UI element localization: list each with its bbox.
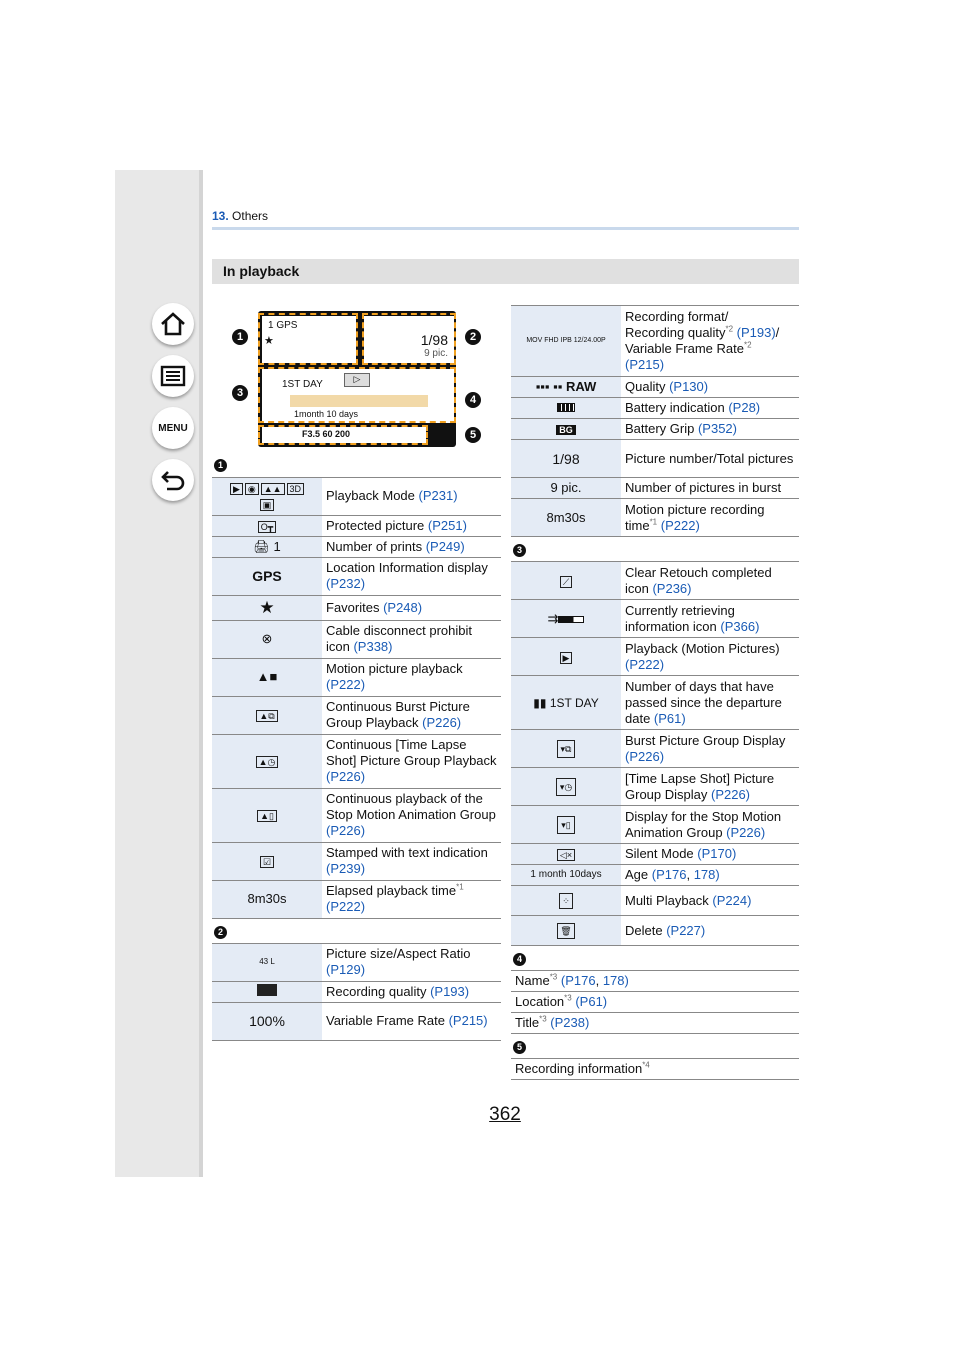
table-row: [511, 419, 799, 440]
stop-motion-group-icon: ▾▯: [511, 806, 621, 844]
burst-count-value: 9 pic.: [511, 478, 621, 499]
table-row: [212, 943, 501, 981]
row-label: Currently retrieving information icon: [625, 602, 735, 634]
list-icon: [159, 362, 187, 390]
table-row: [511, 992, 799, 1013]
battery-icon: [511, 398, 621, 419]
zone-5: [258, 425, 428, 445]
page-link[interactable]: (P176: [560, 973, 596, 988]
row-label: Recording information: [515, 1061, 643, 1076]
motion-picture-icon: ▲■: [212, 658, 322, 696]
row-label: Continuous Burst Picture Group Playback: [326, 699, 470, 730]
row-label: Title: [515, 1015, 540, 1030]
row-label: Elapsed playback time: [326, 883, 457, 898]
page-link[interactable]: 178): [693, 867, 720, 882]
page-link[interactable]: (P231): [418, 488, 458, 503]
lcd-day: 1ST DAY: [282, 379, 323, 390]
burst-group-icon: ▾⧉: [511, 730, 621, 768]
travel-icon: ▮▮: [533, 695, 550, 710]
table-row: [511, 638, 799, 676]
page-link[interactable]: (P226): [726, 824, 766, 840]
table-row: [511, 806, 799, 844]
row-label: Picture size/Aspect Ratio: [326, 946, 471, 961]
table-row: [212, 981, 501, 1002]
callout-2: 2: [465, 329, 481, 345]
lcd-gps-row: 1 GPS: [268, 320, 298, 331]
raw-label: RAW: [565, 379, 597, 394]
rec-quality-icon: [212, 981, 322, 1002]
table-row: [212, 658, 501, 696]
chapter-number[interactable]: 13.: [212, 209, 229, 223]
chapter-title: Others: [232, 209, 269, 223]
row-label: Playback Mode: [326, 488, 419, 503]
retrieving-icon: ⇉: [511, 600, 621, 638]
table-row: [511, 676, 799, 730]
play-icon: ▶: [511, 638, 621, 676]
text-stamp-icon: ☑: [212, 842, 322, 880]
print-icon: 🖨: [253, 538, 270, 554]
table-row: [212, 880, 501, 918]
page-link[interactable]: (P170): [697, 846, 737, 861]
row-label: Multi Playback: [625, 892, 713, 908]
table-row: [212, 595, 501, 620]
table-row: [511, 562, 799, 600]
row-label: Favorites: [326, 599, 384, 615]
row-label: Number of days that have passed since the departure date: [625, 678, 782, 726]
table-row: [511, 377, 799, 398]
page-link[interactable]: (P226): [422, 715, 462, 730]
footnote-ref: *1: [456, 882, 464, 892]
zone-1: [258, 313, 358, 365]
row-label: Silent Mode: [625, 846, 698, 861]
page-link[interactable]: (P226): [625, 748, 665, 764]
row-label: Motion picture recording time: [625, 501, 765, 533]
page-link[interactable]: (P238): [550, 1015, 590, 1030]
page-link[interactable]: (P232): [326, 576, 366, 591]
row-label: Location Information display: [326, 560, 488, 575]
row-label: Protected picture: [326, 517, 428, 533]
page-link[interactable]: (P352): [697, 421, 737, 436]
footnote-ref: *3: [539, 1014, 547, 1024]
row-label: [Time Lapse Shot] Picture Group Display: [625, 770, 775, 802]
page-link[interactable]: (P176: [651, 867, 687, 882]
row-label: Name: [515, 973, 550, 988]
row-label: Delete: [625, 922, 667, 938]
table-row: [511, 886, 799, 916]
section-marker-3: 3: [513, 544, 526, 557]
timelapse-group-icon: ▾◷: [511, 768, 621, 806]
section-marker-2: 2: [214, 926, 227, 939]
section-marker-4: 4: [513, 953, 526, 966]
contents-button[interactable]: [152, 355, 194, 397]
timelapse-playback-icon: ▲◷: [212, 734, 322, 788]
table-row: [212, 734, 501, 788]
table-row: [212, 536, 501, 557]
rec-time-value: 8m30s: [511, 499, 621, 537]
row-label: Variable Frame Rate: [625, 341, 744, 356]
left-table: [212, 452, 501, 1041]
table-row: [212, 620, 501, 658]
page-link[interactable]: (P28): [728, 400, 761, 415]
row-label: Variable Frame Rate: [326, 1013, 449, 1028]
page-number: 362: [489, 1104, 521, 1125]
stop-motion-playback-icon: ▲▯: [212, 788, 322, 842]
playback-mode-icons: ▶ ◉ ▲▲ 3D ▣: [212, 477, 322, 515]
table-row: [212, 788, 501, 842]
callout-1: 1: [232, 329, 248, 345]
print-count: 1: [273, 538, 281, 554]
menu-label: MENU: [158, 422, 188, 434]
row-label: Recording format/: [625, 309, 729, 324]
picture-size-icon: 43 L: [212, 943, 322, 981]
table-row: [212, 557, 501, 595]
page-link[interactable]: (P224): [712, 892, 752, 908]
rec-format-icon: MOV FHD IPB 12/24.00P: [511, 306, 621, 377]
protect-key-icon: O┳: [212, 515, 322, 536]
gps-icon: GPS: [212, 557, 322, 595]
table-row: 1 month 10days Age (P176, 178): [511, 865, 799, 886]
table-row: [212, 1002, 501, 1040]
callout-4: 4: [465, 392, 481, 408]
table-row: [511, 730, 799, 768]
row-label: Clear Retouch completed icon: [625, 564, 772, 596]
table-row: [511, 478, 799, 499]
footnote-ref: *1: [649, 517, 658, 527]
page-link[interactable]: (P61): [653, 710, 686, 726]
quality-icon: ▪▪▪ ▪▪ RAW: [511, 377, 621, 398]
lcd-illustration: [258, 311, 456, 447]
elapsed-time-value: 8m30s: [212, 880, 322, 918]
burst-playback-icon: ▲⧉: [212, 696, 322, 734]
page-link[interactable]: (P226): [710, 786, 751, 802]
back-button[interactable]: [152, 459, 194, 501]
travel-day-label: 1ST DAY: [549, 695, 599, 710]
row-label: Recording quality: [625, 325, 726, 340]
zone-2: [362, 313, 456, 365]
lcd-info: F3.5 60 200: [302, 429, 351, 439]
footnote-ref: *3: [564, 993, 572, 1003]
lcd-counter: 1/98: [420, 332, 448, 348]
page-link[interactable]: (P129): [326, 962, 366, 977]
row-label: Recording quality: [326, 983, 431, 999]
table-row: [212, 696, 501, 734]
page-link[interactable]: (P248): [383, 599, 423, 615]
page-link[interactable]: (P222): [660, 517, 700, 533]
lcd-age: 1month 10 days: [294, 409, 359, 419]
table-row: [511, 440, 799, 478]
row-label: Burst Picture Group Display: [625, 732, 786, 748]
separator: /: [775, 325, 780, 340]
footnote-ref: *4: [642, 1060, 650, 1070]
page-link[interactable]: (P222): [326, 677, 366, 692]
lcd-star-icon: ★: [264, 335, 274, 347]
row-label: Picture number/Total pictures: [621, 440, 799, 478]
table-row: [511, 398, 799, 419]
home-icon: [159, 310, 187, 338]
row-label: Number of prints: [326, 538, 426, 554]
lcd-pics: 9 pic.: [424, 348, 448, 359]
footnote-ref: *3: [549, 972, 558, 982]
home-button[interactable]: [152, 303, 194, 345]
table-row: [511, 768, 799, 806]
cable-icon: ⊗: [212, 620, 322, 658]
table-row: [212, 842, 501, 880]
table-row: [511, 916, 799, 946]
page-link[interactable]: (P215): [625, 357, 665, 372]
page-link[interactable]: (P239): [326, 861, 366, 876]
page-link[interactable]: (P61): [575, 994, 608, 1009]
menu-button[interactable]: [152, 407, 194, 449]
table-row: [511, 306, 799, 377]
page-link[interactable]: (P227): [666, 922, 706, 938]
right-table: [511, 305, 799, 1080]
row-label: Number of pictures in burst: [621, 478, 799, 499]
page-link[interactable]: (P249): [425, 538, 465, 554]
clear-retouch-icon: ⟋: [511, 562, 621, 600]
lcd-play-icon: ▷: [344, 373, 370, 387]
silent-mode-icon: ◁×: [511, 844, 621, 865]
table-row: [511, 1013, 799, 1034]
multi-playback-icon: ⁘: [511, 886, 621, 916]
page-link[interactable]: (P193): [736, 325, 776, 340]
picture-number-value: 1/98: [511, 440, 621, 478]
trash-icon: 🗑: [511, 916, 621, 946]
breadcrumb: [212, 209, 268, 223]
section-marker-5: 5: [513, 1041, 526, 1054]
row-label: Stamped with text indication: [326, 845, 488, 860]
page-link[interactable]: (P226): [326, 823, 366, 838]
row-label: Playback (Motion Pictures): [625, 640, 780, 656]
page-link[interactable]: (P222): [326, 899, 366, 914]
row-label: Battery Grip: [625, 421, 698, 436]
table-row: [511, 1059, 799, 1080]
page-link[interactable]: (P222): [625, 656, 665, 672]
table-row: [511, 499, 799, 537]
side-navigation: [115, 170, 203, 1177]
age-value: 1 month 10days: [511, 865, 621, 886]
page-link[interactable]: 178): [602, 973, 629, 988]
section-title: In playback: [212, 259, 799, 284]
row-label: Cable disconnect prohibit icon: [326, 623, 472, 654]
row-label: Location: [515, 994, 565, 1009]
row-label: Continuous playback of the Stop Motion Animation Group: [326, 791, 496, 822]
callout-3: 3: [232, 385, 248, 401]
header-divider: [212, 227, 799, 230]
table-row: [212, 477, 501, 515]
star-icon: ★: [212, 595, 322, 620]
table-row: Name$^{*3}$ (P176, 178): [511, 971, 799, 992]
zone-3: [258, 367, 456, 423]
row-label: Quality: [625, 379, 670, 394]
page-link[interactable]: (P193): [430, 983, 470, 999]
footnote-ref: *2: [725, 324, 734, 334]
table-row: [212, 515, 501, 536]
page-link[interactable]: (P130): [669, 379, 709, 394]
row-label: Battery indication: [625, 400, 729, 415]
callout-5: 5: [465, 427, 481, 443]
page-link[interactable]: (P215): [448, 1013, 488, 1028]
page-link[interactable]: (P226): [326, 769, 366, 784]
table-row: [511, 600, 799, 638]
page-link[interactable]: (P338): [353, 639, 393, 654]
row-label: Age: [625, 867, 652, 882]
footnote-ref: *2: [743, 340, 752, 350]
section-marker-1: 1: [214, 459, 227, 472]
row-label: Display for the Stop Motion Animation Group: [625, 808, 782, 840]
table-row: [511, 844, 799, 865]
row-label: Motion picture playback: [326, 661, 463, 676]
row-label: Continuous [Time Lapse Shot] Picture Group Playback: [326, 737, 497, 768]
frame-rate-value: 100%: [212, 1002, 322, 1040]
page-link[interactable]: (P236): [652, 580, 692, 596]
return-icon: [159, 466, 187, 494]
page-link[interactable]: (P251): [427, 517, 467, 533]
battery-grip-icon: BG: [556, 425, 576, 435]
page-link[interactable]: (P366): [720, 618, 760, 634]
